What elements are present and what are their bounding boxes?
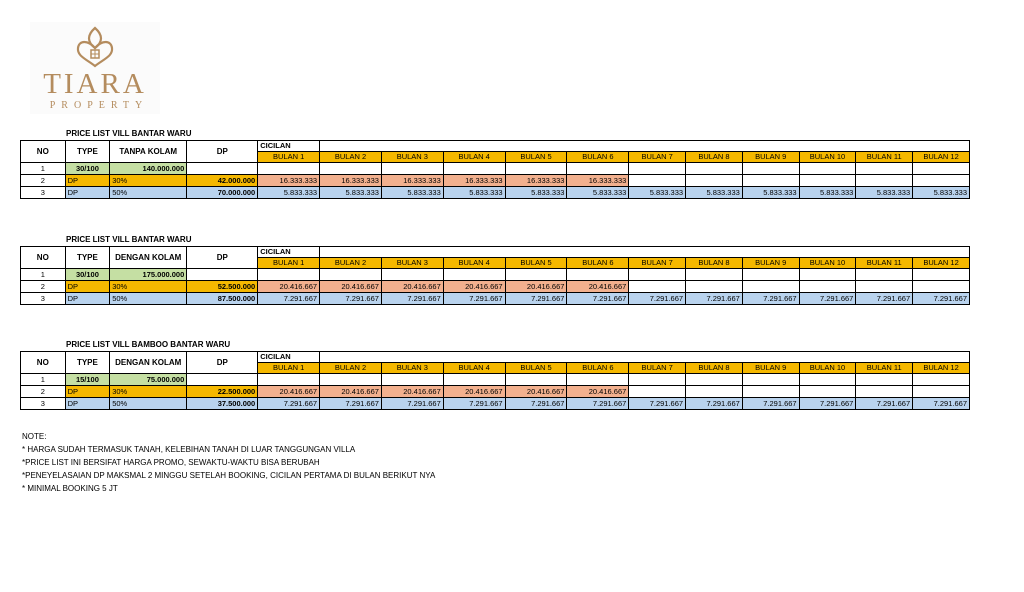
installment-cell: 7.291.667 [686,293,743,305]
header-cicilan-span [320,352,970,363]
empty-cell [686,269,743,281]
installment-cell: 7.291.667 [567,398,629,410]
empty-cell [742,374,799,386]
type-cell: 30/100 [65,163,110,175]
header-cicilan: CICILAN [258,247,320,258]
installment-cell: 7.291.667 [742,398,799,410]
price-cell: 75.000.000 [110,374,187,386]
empty-cell [856,269,913,281]
empty-cell [381,374,443,386]
installment-cell: 5.833.333 [686,187,743,199]
empty-cell [381,163,443,175]
installment-cell: 20.416.667 [258,281,320,293]
empty-cell [799,175,856,187]
installment-cell: 7.291.667 [443,398,505,410]
empty-cell [742,386,799,398]
empty-cell [629,163,686,175]
table-row-dp50 [21,398,970,410]
empty-cell [913,386,970,398]
installment-cell: 7.291.667 [505,398,567,410]
installment-cell: 7.291.667 [629,293,686,305]
note-line: * MINIMAL BOOKING 5 JT [22,484,118,493]
dp-percent: 50% [110,398,187,410]
notes-title: NOTE: [22,432,47,441]
table-row-type [21,163,970,175]
empty-cell [505,269,567,281]
empty-cell [258,269,320,281]
price-table [20,140,970,199]
empty-cell [505,374,567,386]
header-pool: TANPA KOLAM [110,141,187,163]
month-header: BULAN 4 [443,363,505,374]
header-dp: DP [187,247,258,269]
price-table [20,351,970,410]
installment-cell: 7.291.667 [629,398,686,410]
month-header: BULAN 8 [686,363,743,374]
dp-label: DP [65,281,110,293]
empty-cell [742,175,799,187]
brand-name: TIARA [43,68,147,100]
header-cicilan: CICILAN [258,352,320,363]
installment-cell: 7.291.667 [258,398,320,410]
header-dp: DP [187,352,258,374]
month-header: BULAN 2 [320,363,382,374]
installment-cell: 7.291.667 [320,293,382,305]
empty-cell [187,269,258,281]
empty-cell [742,269,799,281]
dp-percent: 30% [110,281,187,293]
empty-cell [629,386,686,398]
installment-cell: 20.416.667 [443,281,505,293]
installment-cell: 20.416.667 [381,386,443,398]
installment-cell: 7.291.667 [567,293,629,305]
dp-percent: 50% [110,293,187,305]
month-header: BULAN 6 [567,258,629,269]
empty-cell [320,374,382,386]
installment-cell: 7.291.667 [742,293,799,305]
note-line: * HARGA SUDAH TERMASUK TANAH, KELEBIHAN TANAH DI LUAR TANGGUNGAN VILLA [22,445,356,454]
dp-percent: 30% [110,175,187,187]
note-line: *PRICE LIST INI BERSIFAT HARGA PROMO, SEWAKTU-WAKTU BISA BERUBAH [22,458,320,467]
installment-cell: 5.833.333 [629,187,686,199]
installment-cell: 20.416.667 [505,386,567,398]
empty-cell [567,269,629,281]
installment-cell: 5.833.333 [320,187,382,199]
table-row-dp50 [21,187,970,199]
installment-cell: 5.833.333 [742,187,799,199]
price-table-section-3 [20,339,970,410]
installment-cell: 5.833.333 [381,187,443,199]
empty-cell [799,386,856,398]
month-header: BULAN 8 [686,258,743,269]
dp-label: DP [65,175,110,187]
table-row-type [21,269,970,281]
month-header: BULAN 12 [913,152,970,163]
installment-cell: 7.291.667 [381,293,443,305]
row-no: 3 [21,187,66,199]
empty-cell [913,163,970,175]
month-header: BULAN 3 [381,363,443,374]
empty-cell [686,281,743,293]
empty-cell [320,269,382,281]
month-header: BULAN 5 [505,152,567,163]
installment-cell: 20.416.667 [505,281,567,293]
empty-cell [856,281,913,293]
empty-cell [187,374,258,386]
table-row-dp50 [21,293,970,305]
header-row-cicilan [21,247,970,258]
empty-cell [913,269,970,281]
empty-cell [799,163,856,175]
header-row-cicilan [21,352,970,363]
empty-cell [381,269,443,281]
logo [30,22,160,114]
installment-cell: 16.333.333 [505,175,567,187]
price-cell: 140.000.000 [110,163,187,175]
header-type: TYPE [65,247,110,269]
month-header: BULAN 9 [742,258,799,269]
dp-amount: 37.500.000 [187,398,258,410]
installment-cell: 7.291.667 [320,398,382,410]
empty-cell [686,163,743,175]
empty-cell [629,374,686,386]
installment-cell: 20.416.667 [320,386,382,398]
row-no: 2 [21,175,66,187]
installment-cell: 7.291.667 [381,398,443,410]
row-no: 1 [21,269,66,281]
empty-cell [629,281,686,293]
installment-cell: 20.416.667 [443,386,505,398]
installment-cell: 20.416.667 [258,386,320,398]
row-no: 1 [21,374,66,386]
header-pool: DENGAN KOLAM [110,352,187,374]
installment-cell: 20.416.667 [567,281,629,293]
installment-cell: 7.291.667 [505,293,567,305]
empty-cell [443,163,505,175]
installment-cell: 5.833.333 [443,187,505,199]
installment-cell: 5.833.333 [505,187,567,199]
header-cicilan-span [320,247,970,258]
month-header: BULAN 5 [505,363,567,374]
installment-cell: 5.833.333 [856,187,913,199]
empty-cell [799,269,856,281]
month-header: BULAN 8 [686,152,743,163]
installment-cell: 7.291.667 [686,398,743,410]
type-cell: 15/100 [65,374,110,386]
installment-cell: 5.833.333 [799,187,856,199]
empty-cell [913,175,970,187]
month-header: BULAN 7 [629,152,686,163]
dp-amount: 52.500.000 [187,281,258,293]
empty-cell [856,163,913,175]
empty-cell [913,281,970,293]
month-header: BULAN 5 [505,258,567,269]
empty-cell [686,175,743,187]
installment-cell: 5.833.333 [567,187,629,199]
month-header: BULAN 7 [629,258,686,269]
empty-cell [567,163,629,175]
month-header: BULAN 11 [856,258,913,269]
month-header: BULAN 1 [258,363,320,374]
empty-cell [686,386,743,398]
installment-cell: 20.416.667 [567,386,629,398]
table-row-dp30 [21,386,970,398]
installment-cell: 7.291.667 [913,293,970,305]
month-header: BULAN 3 [381,152,443,163]
empty-cell [856,386,913,398]
installment-cell: 20.416.667 [320,281,382,293]
installment-cell: 5.833.333 [258,187,320,199]
month-header: BULAN 10 [799,152,856,163]
empty-cell [799,374,856,386]
empty-cell [856,374,913,386]
dp-amount: 22.500.000 [187,386,258,398]
empty-cell [913,374,970,386]
empty-cell [799,281,856,293]
row-no: 3 [21,398,66,410]
empty-cell [567,374,629,386]
dp-amount: 42.000.000 [187,175,258,187]
dp-percent: 30% [110,386,187,398]
dp-percent: 50% [110,187,187,199]
installment-cell: 16.333.333 [320,175,382,187]
header-cicilan: CICILAN [258,141,320,152]
month-header: BULAN 7 [629,363,686,374]
empty-cell [629,269,686,281]
header-no: NO [21,352,66,374]
empty-cell [258,163,320,175]
row-no: 3 [21,293,66,305]
header-type: TYPE [65,141,110,163]
installment-cell: 16.333.333 [258,175,320,187]
month-header: BULAN 6 [567,152,629,163]
price-cell: 175.000.000 [110,269,187,281]
dp-label: DP [65,187,110,199]
row-no: 1 [21,163,66,175]
month-header: BULAN 11 [856,152,913,163]
installment-cell: 7.291.667 [799,398,856,410]
month-header: BULAN 10 [799,363,856,374]
installment-cell: 7.291.667 [258,293,320,305]
note-line: *PENEYELASAIAN DP MAKSMAL 2 MINGGU SETELAH BOOKING, CICILAN PERTAMA DI BULAN BERIKUT NYA [22,471,436,480]
month-header: BULAN 11 [856,363,913,374]
installment-cell: 16.333.333 [443,175,505,187]
month-header: BULAN 9 [742,363,799,374]
header-no: NO [21,141,66,163]
installment-cell: 7.291.667 [443,293,505,305]
dp-label: DP [65,293,110,305]
month-header: BULAN 10 [799,258,856,269]
installment-cell: 16.333.333 [567,175,629,187]
row-no: 2 [21,281,66,293]
empty-cell [443,269,505,281]
installment-cell: 16.333.333 [381,175,443,187]
price-list-title: PRICE LIST VILL BANTAR WARU [66,129,192,138]
tiara-crown-icon [74,26,116,68]
installment-cell: 7.291.667 [799,293,856,305]
month-header: BULAN 12 [913,363,970,374]
dp-label: DP [65,398,110,410]
price-table-section-1 [20,128,970,199]
empty-cell [742,163,799,175]
month-header: BULAN 3 [381,258,443,269]
empty-cell [856,175,913,187]
installment-cell: 20.416.667 [381,281,443,293]
notes [22,430,435,495]
month-header: BULAN 1 [258,152,320,163]
month-header: BULAN 4 [443,258,505,269]
month-header: BULAN 2 [320,152,382,163]
empty-cell [742,281,799,293]
header-pool: DENGAN KOLAM [110,247,187,269]
month-header: BULAN 1 [258,258,320,269]
empty-cell [686,374,743,386]
month-header: BULAN 6 [567,363,629,374]
month-header: BULAN 4 [443,152,505,163]
row-no: 2 [21,386,66,398]
empty-cell [443,374,505,386]
empty-cell [320,163,382,175]
dp-amount: 70.000.000 [187,187,258,199]
header-dp: DP [187,141,258,163]
price-table [20,246,970,305]
table-row-dp30 [21,281,970,293]
dp-amount: 87.500.000 [187,293,258,305]
month-header: BULAN 9 [742,152,799,163]
empty-cell [258,374,320,386]
price-list-title: PRICE LIST VILL BAMBOO BANTAR WARU [66,340,231,349]
empty-cell [187,163,258,175]
dp-label: DP [65,386,110,398]
month-header: BULAN 12 [913,258,970,269]
empty-cell [629,175,686,187]
installment-cell: 7.291.667 [856,398,913,410]
table-row-type [21,374,970,386]
header-row-cicilan [21,141,970,152]
price-list-title: PRICE LIST VILL BANTAR WARU [66,235,192,244]
price-table-section-2 [20,234,970,305]
header-type: TYPE [65,352,110,374]
brand-subtitle: PROPERTY [49,100,149,111]
installment-cell: 7.291.667 [856,293,913,305]
empty-cell [505,163,567,175]
header-no: NO [21,247,66,269]
type-cell: 30/100 [65,269,110,281]
table-row-dp30 [21,175,970,187]
installment-cell: 7.291.667 [913,398,970,410]
header-cicilan-span [320,141,970,152]
month-header: BULAN 2 [320,258,382,269]
installment-cell: 5.833.333 [913,187,970,199]
